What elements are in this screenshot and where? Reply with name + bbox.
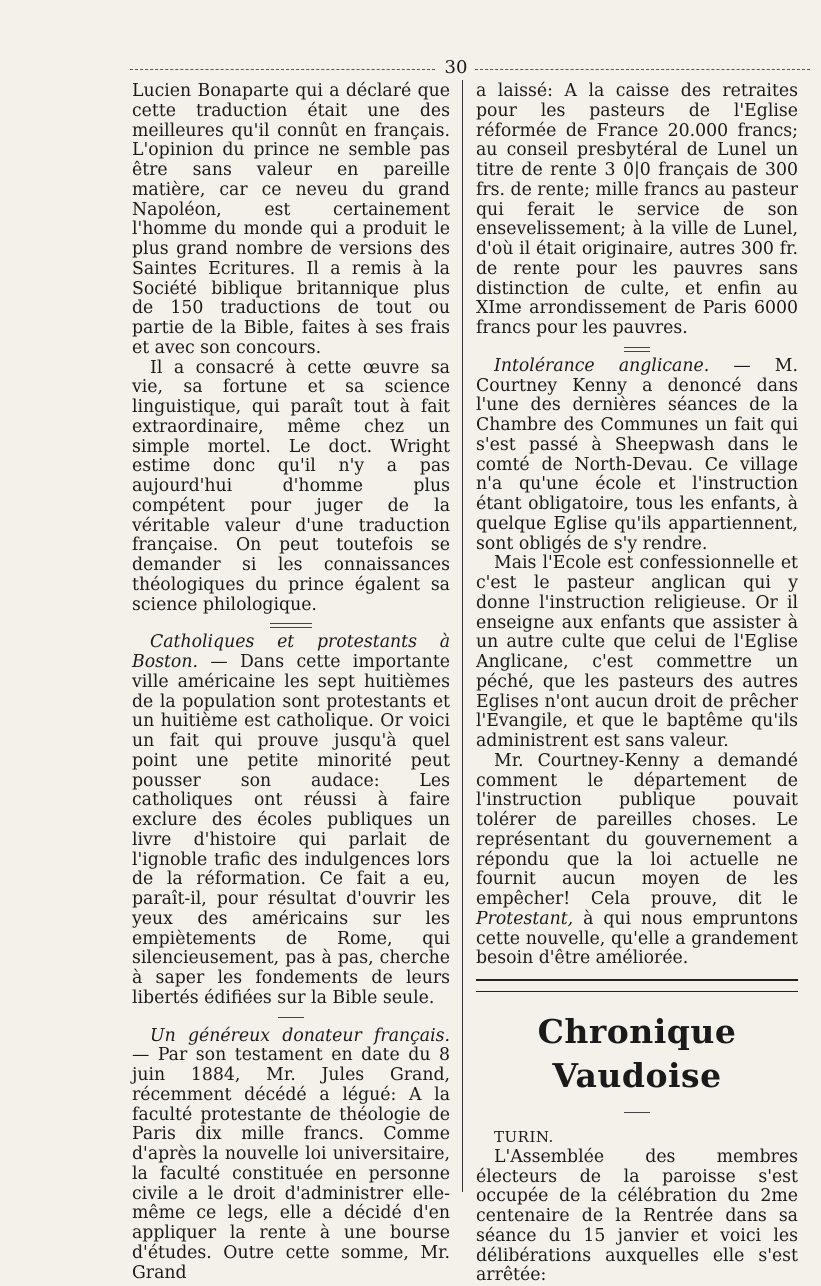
article-donateur-title: Un généreux donateur français. — [150, 1025, 450, 1046]
article-intolerance-text: — M. Courtney Kenny a denoncé dans l'une des dernières séances de la Chambre des Communes un fait qui s'est passé à Sheepwash dans le comté de North-Devau. Ce village n'a qu'une école et l'instruction étant obligatoire, tous les enfants, à quelque Eglise qu'ils appartiennent, sont obligés de s'y rendre. — [476, 355, 798, 554]
section-double-rule — [476, 979, 798, 992]
article-boston — [132, 633, 450, 1008]
article-intolerance — [476, 357, 798, 555]
paragraph-bonaparte-cont: Lucien Bonaparte qui a déclaré que cette traduction était une des meilleures qu'il connût en français. L'opinion du prince ne semble pas être sans valeur en pareille matière, car ce neveu du grand Napoléon, est certainement l'homme du monde qui a produit le plus grand nombre de versions des Saintes Ecritures. Il a remis à la Société biblique britannique plus de 150 traductions de tout ou partie de la Bible, faites à ses frais et avec son concours. — [132, 81, 450, 358]
chronique-heading: Chronique Vaudoise — [537, 1012, 737, 1095]
section-separator — [132, 1009, 450, 1027]
column-divider — [462, 80, 463, 1192]
article-donateur — [132, 1027, 450, 1284]
protestant-journal-name: Protestant, — [476, 908, 574, 929]
paragraph-bonaparte-life: Il a consacré à cette œuvre sa vie, sa fortune et sa science linguistique, qui paraît tout à fait extraordinaire, même chez un simple mortel. Le doct. Wright estime donc qu'il n'y a pas aujourd'hui d'homme plus compétent pour juger de la véritable valeur d'une traduction française. On peut toutefois se demander si les connaissances théologiques du prince égalent sa science philologique. — [132, 357, 450, 615]
right-column — [476, 82, 798, 1286]
turin-heading: TURIN. — [494, 1128, 554, 1146]
section-separator — [132, 615, 450, 633]
section-separator — [476, 339, 798, 357]
header-rule-right — [475, 69, 810, 70]
page-number: 30 — [444, 57, 468, 78]
section-separator — [476, 1104, 798, 1122]
article-intolerance-title: Intolérance anglicane. — [494, 355, 710, 376]
paragraph-donateur-cont: a laissé: A la caisse des retraites pour les pasteurs de l'Eglise réformée de France 20.000 francs; au conseil presbytéral de Lunel un titre de rente 3 0|0 français de 300 frs. de rente; mille francs au pasteur qui ferait le service de son ensevelissement; à la ville de Lunel, d'où il était originaire, autres 300 fr. de rente pour les pauvres sans distinction de culte, et enfin au XIme arrondissement de Paris 6000 francs pour les pauvres. — [476, 81, 798, 338]
page-header — [130, 58, 810, 80]
article-boston-text: — Dans cette importante ville américaine les sept huitièmes de la population sont protestants et un huitième est catholique. Or voici un fait qui prouve jusqu'à quel point une petite minorité peut pousser son audace: Les catholiques ont réussi à faire exclure des écoles publiques un livre d'histoire qui parlait de l'ignoble trafic des indulgences lors de la réformation. Ce fait a eu, paraît-il, pour résultat d'ouvrir les yeux des américains sur les empiètements de Rome, qui silencieusement, pas à pas, cherche à saper les fondements de leurs libertés édifiées sur la Bible seule. — [132, 652, 450, 1008]
article-donateur-text: — Par son testament en date du 8 juin 1884, Mr. Jules Grand, récemment décédé a légué: A la faculté protestante de théologie de Paris dix mille francs. Comme d'après la nouvelle loi universitaire, la faculté constituée en personne civile a le droit d'administrer elle-même ce legs, elle a décidé d'en appliquer la rente à une bourse d'études. Outre cette somme, Mr. Grand — [132, 1045, 450, 1283]
left-column — [132, 82, 450, 1283]
article-boston-title: Catholiques et protestants à Boston. — [132, 632, 450, 672]
header-rule-left — [130, 69, 435, 70]
paragraph-courtney: Mr. Courtney-Kenny a demandé comment le département de l'instruction publique pouvait tolérer de pareilles choses. Le représentant du gouvernement a répondu que la loi actuelle ne fournit aucun moyen de les empêcher! Cela prouve, dit le Protestant, à qui nous empruntons cette nouvelle, qu'elle a grandement besoin d'être améliorée. — [476, 750, 798, 969]
paragraph-ecole: Mais l'Ecole est confessionnelle et c'est le pasteur anglican qui y donne l'instruction religieuse. Or il enseigne aux enfants que assister à un autre culte que celui de l'Eglise Anglicane, c'est commettre un péché, que les pasteurs des autres Eglises n'ont aucun droit de prêcher l'Evangile, et que le baptême qu'ils administrent est sans valeur. — [476, 553, 798, 751]
paragraph-turin: L'Assemblée des membres électeurs de la paroisse s'est occupée de la célébration du 2me centenaire de la Rentrée dans sa séance du 15 janvier et voici les délibérations auxquelles elle s'est arrêtée: — [476, 1146, 798, 1286]
